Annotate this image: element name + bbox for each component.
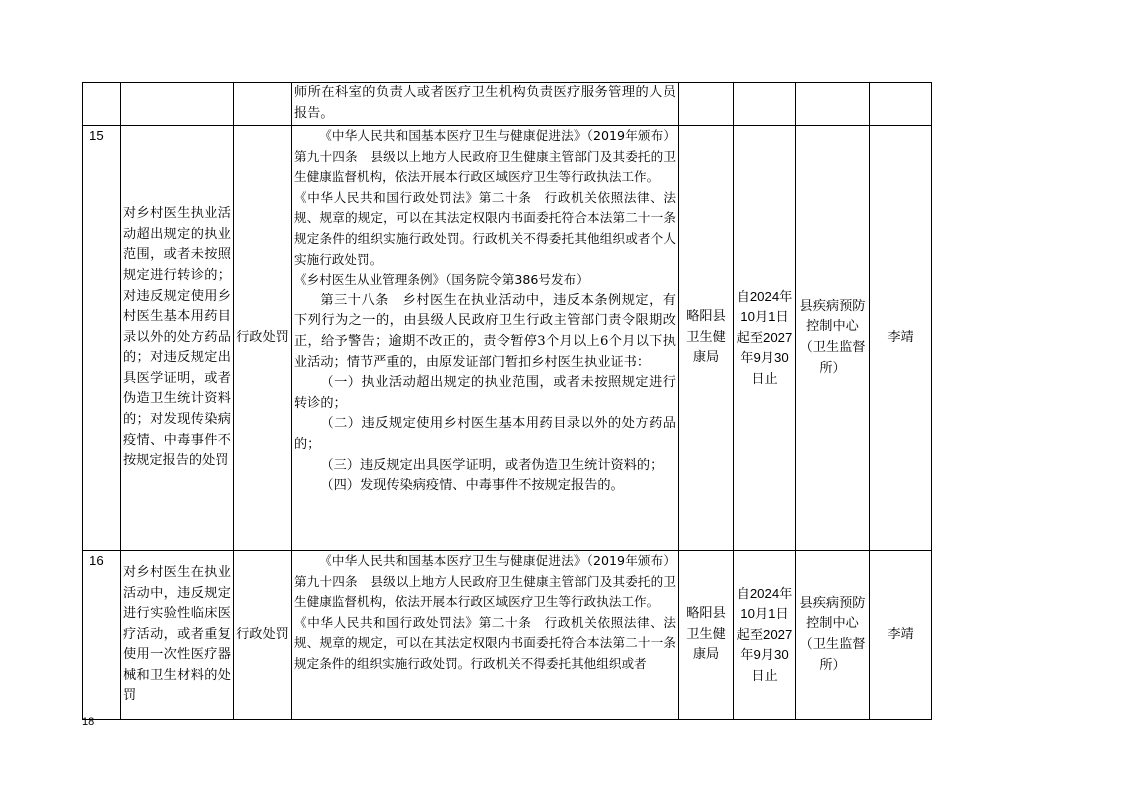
row-person [870, 83, 932, 126]
row-item [121, 83, 234, 126]
basis-paragraph: 第三十八条 乡村医生在执业活动中，违反本条例规定，有下列行为之一的，由县级人民政府卫生行政主管部门责令限期改正，给予警告；逾期不改正的，责令暂停3个月以上6个月以下执业活动；情节严重的，由原发证部门暂扣乡村医生执业证书： [294, 292, 676, 370]
basis-paragraph: 《中华人民共和国基本医疗卫生与健康促进法》（2019年颁布）第九十四条 县级以上地方人民政府卫生健康主管部门及其委托的卫生健康监督机构，依法开展本行政区域医疗卫生等行政执法工作。 [294, 553, 676, 610]
basis-paragraph: （四）发现传染病疫情、中毒事件不按规定报告的。 [320, 478, 624, 494]
row-entrusted [796, 83, 870, 126]
row-person: 李靖 [870, 551, 932, 720]
row-department: 略阳县卫生健康局 [679, 126, 734, 551]
authority-table [82, 82, 932, 720]
row-basis [292, 551, 679, 720]
row-item: 对乡村医生执业活动超出规定的执业范围，或者未按照规定进行转诊的；对违反规定使用乡村医生基本用药目录以外的处方药品的；对违反规定出具医学证明，或者伪造卫生统计资料的；对发现传染病疫情、中毒事件不按规定报告的处罚 [121, 126, 234, 551]
page-number: 18 [82, 716, 95, 728]
row-item: 对乡村医生在执业活动中，违反规定进行实验性临床医疗活动，或者重复使用一次性医疗器械和卫生材料的处罚 [121, 551, 234, 720]
row-number: 16 [83, 551, 121, 720]
basis-paragraph: 《中华人民共和国行政处罚法》第二十条 行政机关依照法律、法规、规章的规定，可以在其法定权限内书面委托符合本法第二十一条规定条件的组织实施行政处罚。行政机关不得委托其他组织或者 [294, 614, 676, 671]
basis-paragraph: （一）执业活动超出规定的执业范围，或者未按照规定进行转诊的； [294, 375, 676, 411]
row-period [734, 83, 796, 126]
row-entrusted: 县疾病预防控制中心（卫生监督所） [796, 126, 870, 551]
row-period: 自2024年10月1日起至2027年9月30日止 [734, 126, 796, 551]
row-kind: 行政处罚 [234, 551, 292, 720]
row-department: 略阳县卫生健康局 [679, 551, 734, 720]
basis-paragraph: （三）违反规定出具医学证明，或者伪造卫生统计资料的； [320, 457, 664, 473]
basis-paragraph: 《乡村医生从业管理条例》（国务院令第386号发布） [294, 272, 589, 288]
row-entrusted: 县疾病预防控制中心（卫生监督所） [796, 551, 870, 720]
row-kind: 行政处罚 [234, 126, 292, 551]
basis-paragraph: 《中华人民共和国基本医疗卫生与健康促进法》（2019年颁布）第九十四条 县级以上地方人民政府卫生健康主管部门及其委托的卫生健康监督机构，依法开展本行政区域医疗卫生等行政执法工作。 [294, 128, 676, 185]
table-row [83, 551, 932, 720]
row-basis [292, 83, 679, 126]
row-number: 15 [83, 126, 121, 551]
table-row [83, 83, 932, 126]
basis-paragraph: 师所在科室的负责人或者医疗卫生机构负责医疗服务管理的人员报告。 [294, 85, 676, 121]
row-person: 李靖 [870, 126, 932, 551]
row-period: 自2024年10月1日起至2027年9月30日止 [734, 551, 796, 720]
basis-paragraph: （二）违反规定使用乡村医生基本用药目录以外的处方药品的； [294, 416, 676, 452]
table-row [83, 126, 932, 551]
row-department [679, 83, 734, 126]
basis-paragraph: 《中华人民共和国行政处罚法》第二十条 行政机关依照法律、法规、规章的规定，可以在其法定权限内书面委托符合本法第二十一条规定条件的组织实施行政处罚。行政机关不得委托其他组织或者个人实施行政处罚。 [294, 189, 676, 267]
row-number [83, 83, 121, 126]
row-basis [292, 126, 679, 551]
row-kind [234, 83, 292, 126]
